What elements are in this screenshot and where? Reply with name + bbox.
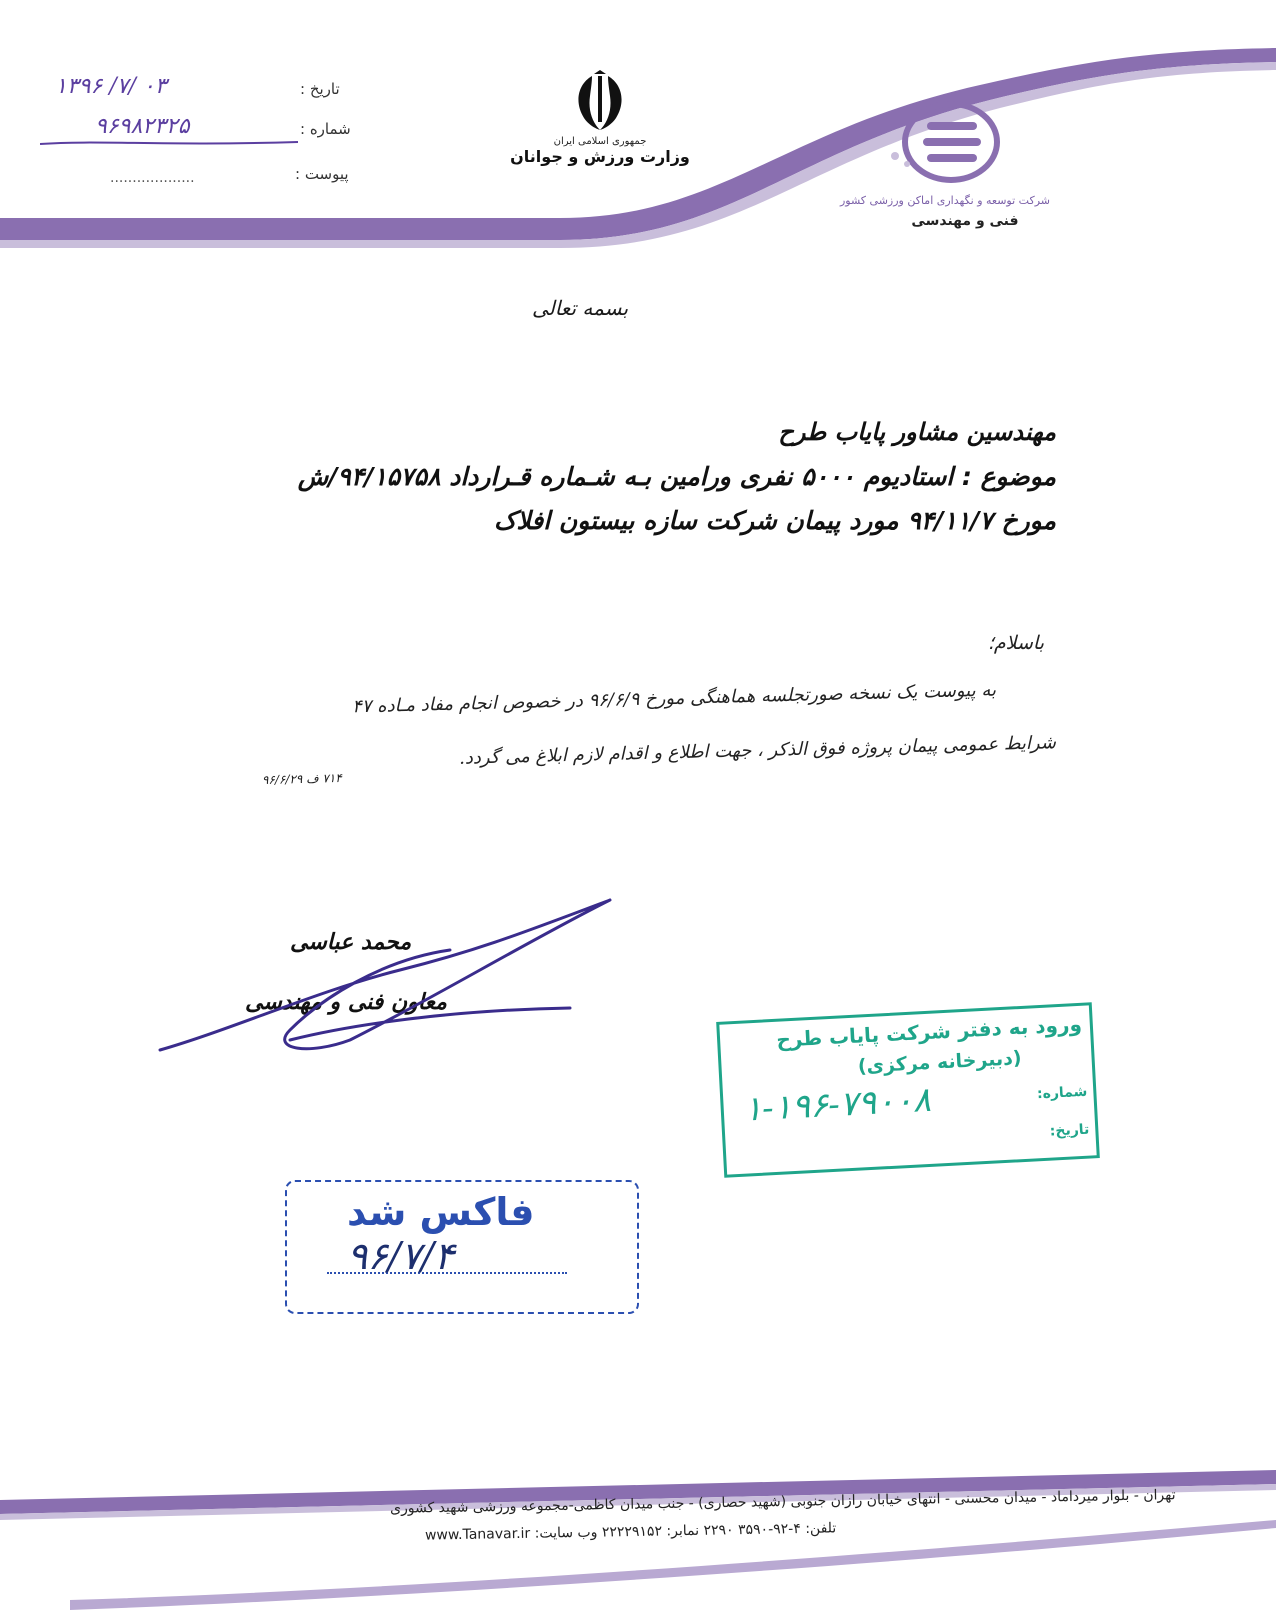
date-value: ۱۳۹۶ /۷/ ۰۳ xyxy=(55,74,167,99)
date-label: تاریخ : xyxy=(300,80,340,98)
footer-address: تهران - بلوار میرداماد - میدان محسنی - انتهای خیابان رازان جنوبی (شهید حصاری) - جنب میدان کاظمی-مجموعه ورزشی شهید کشوری xyxy=(390,1487,1177,1517)
attachment-value: ................... xyxy=(110,170,195,186)
ministry-block xyxy=(480,70,720,166)
company-block xyxy=(810,100,1080,229)
registration-stamp xyxy=(716,1002,1100,1177)
company-logo-icon xyxy=(885,100,1005,190)
stamp-green-date-label: تاریخ: xyxy=(1049,1121,1090,1140)
signatory-name: محمد عباسی xyxy=(290,930,412,955)
handwritten-signature xyxy=(150,890,630,1060)
fax-stamp xyxy=(285,1180,639,1314)
footer-contact: تلفن: ۴-۹۲-۳۵۹۰ ۲۲۹۰ نمابر: ۲۲۲۲۹۱۵۲ وب سایت: www.Tanavar.ir xyxy=(424,1520,837,1544)
stamp-green-line2: (دبیرخانه مرکزی) xyxy=(857,1047,1023,1078)
stamp-green-number-label: شماره: xyxy=(1036,1083,1088,1103)
greeting: باسلام؛ xyxy=(987,632,1044,654)
stamp-green-line1: ورود به دفتر شرکت پایاب طرح xyxy=(775,1011,1083,1052)
stamp-green-number-value: ۱-۱۹۶-۷۹۰۰۸ xyxy=(742,1079,932,1130)
iran-emblem-icon xyxy=(570,70,630,132)
number-value: ۹۶۹۸۲۳۲۵ xyxy=(95,114,190,139)
body-line1: به پیوست یک نسخه صورتجلسه هماهنگی مورخ ۹۶/۶/۹ در خصوص انجام مفاد مـاده ۴۷ xyxy=(351,679,997,718)
attachment-label: پیوست : xyxy=(295,165,349,183)
addressee: مهندسین مشاور پایاب طرح xyxy=(778,418,1056,446)
ministry-country: جمهوری اسلامی ایران xyxy=(553,136,647,147)
company-name: شرکت توسعه و نگهداری اماکن ورزشی کشور xyxy=(839,194,1050,207)
number-label: شماره : xyxy=(300,120,351,138)
fax-stamp-date: ۹۶/۷/۴ xyxy=(347,1234,455,1278)
ministry-name: وزارت ورزش و جوانان xyxy=(510,147,690,166)
body-reference: ۷۱۴ ف ۹۶/۶/۲۹ xyxy=(261,770,342,788)
department: فنی و مهندسی xyxy=(911,213,1019,229)
subject-line1: موضوع : استادیوم ۵۰۰۰ نفری ورامین بـه شـماره قـرارداد ۹۴/۱۵۷۵۸/ش xyxy=(297,462,1056,491)
subject-line2: مورخ ۹۴/۱۱/۷ مورد پیمان شرکت سازه بیستون افلاک xyxy=(493,506,1056,535)
number-underline xyxy=(40,138,300,148)
fax-stamp-title: فاکس شد xyxy=(347,1190,535,1234)
body-line2: شرایط عمومی پیمان پروژه فوق الذکر ، جهت اطلاع و اقدام لازم ابلاغ می گردد. xyxy=(458,732,1057,769)
signatory-title: معاون فنی و مهندسی xyxy=(245,990,447,1015)
salutation-top: بسمه تعالی xyxy=(531,296,629,320)
